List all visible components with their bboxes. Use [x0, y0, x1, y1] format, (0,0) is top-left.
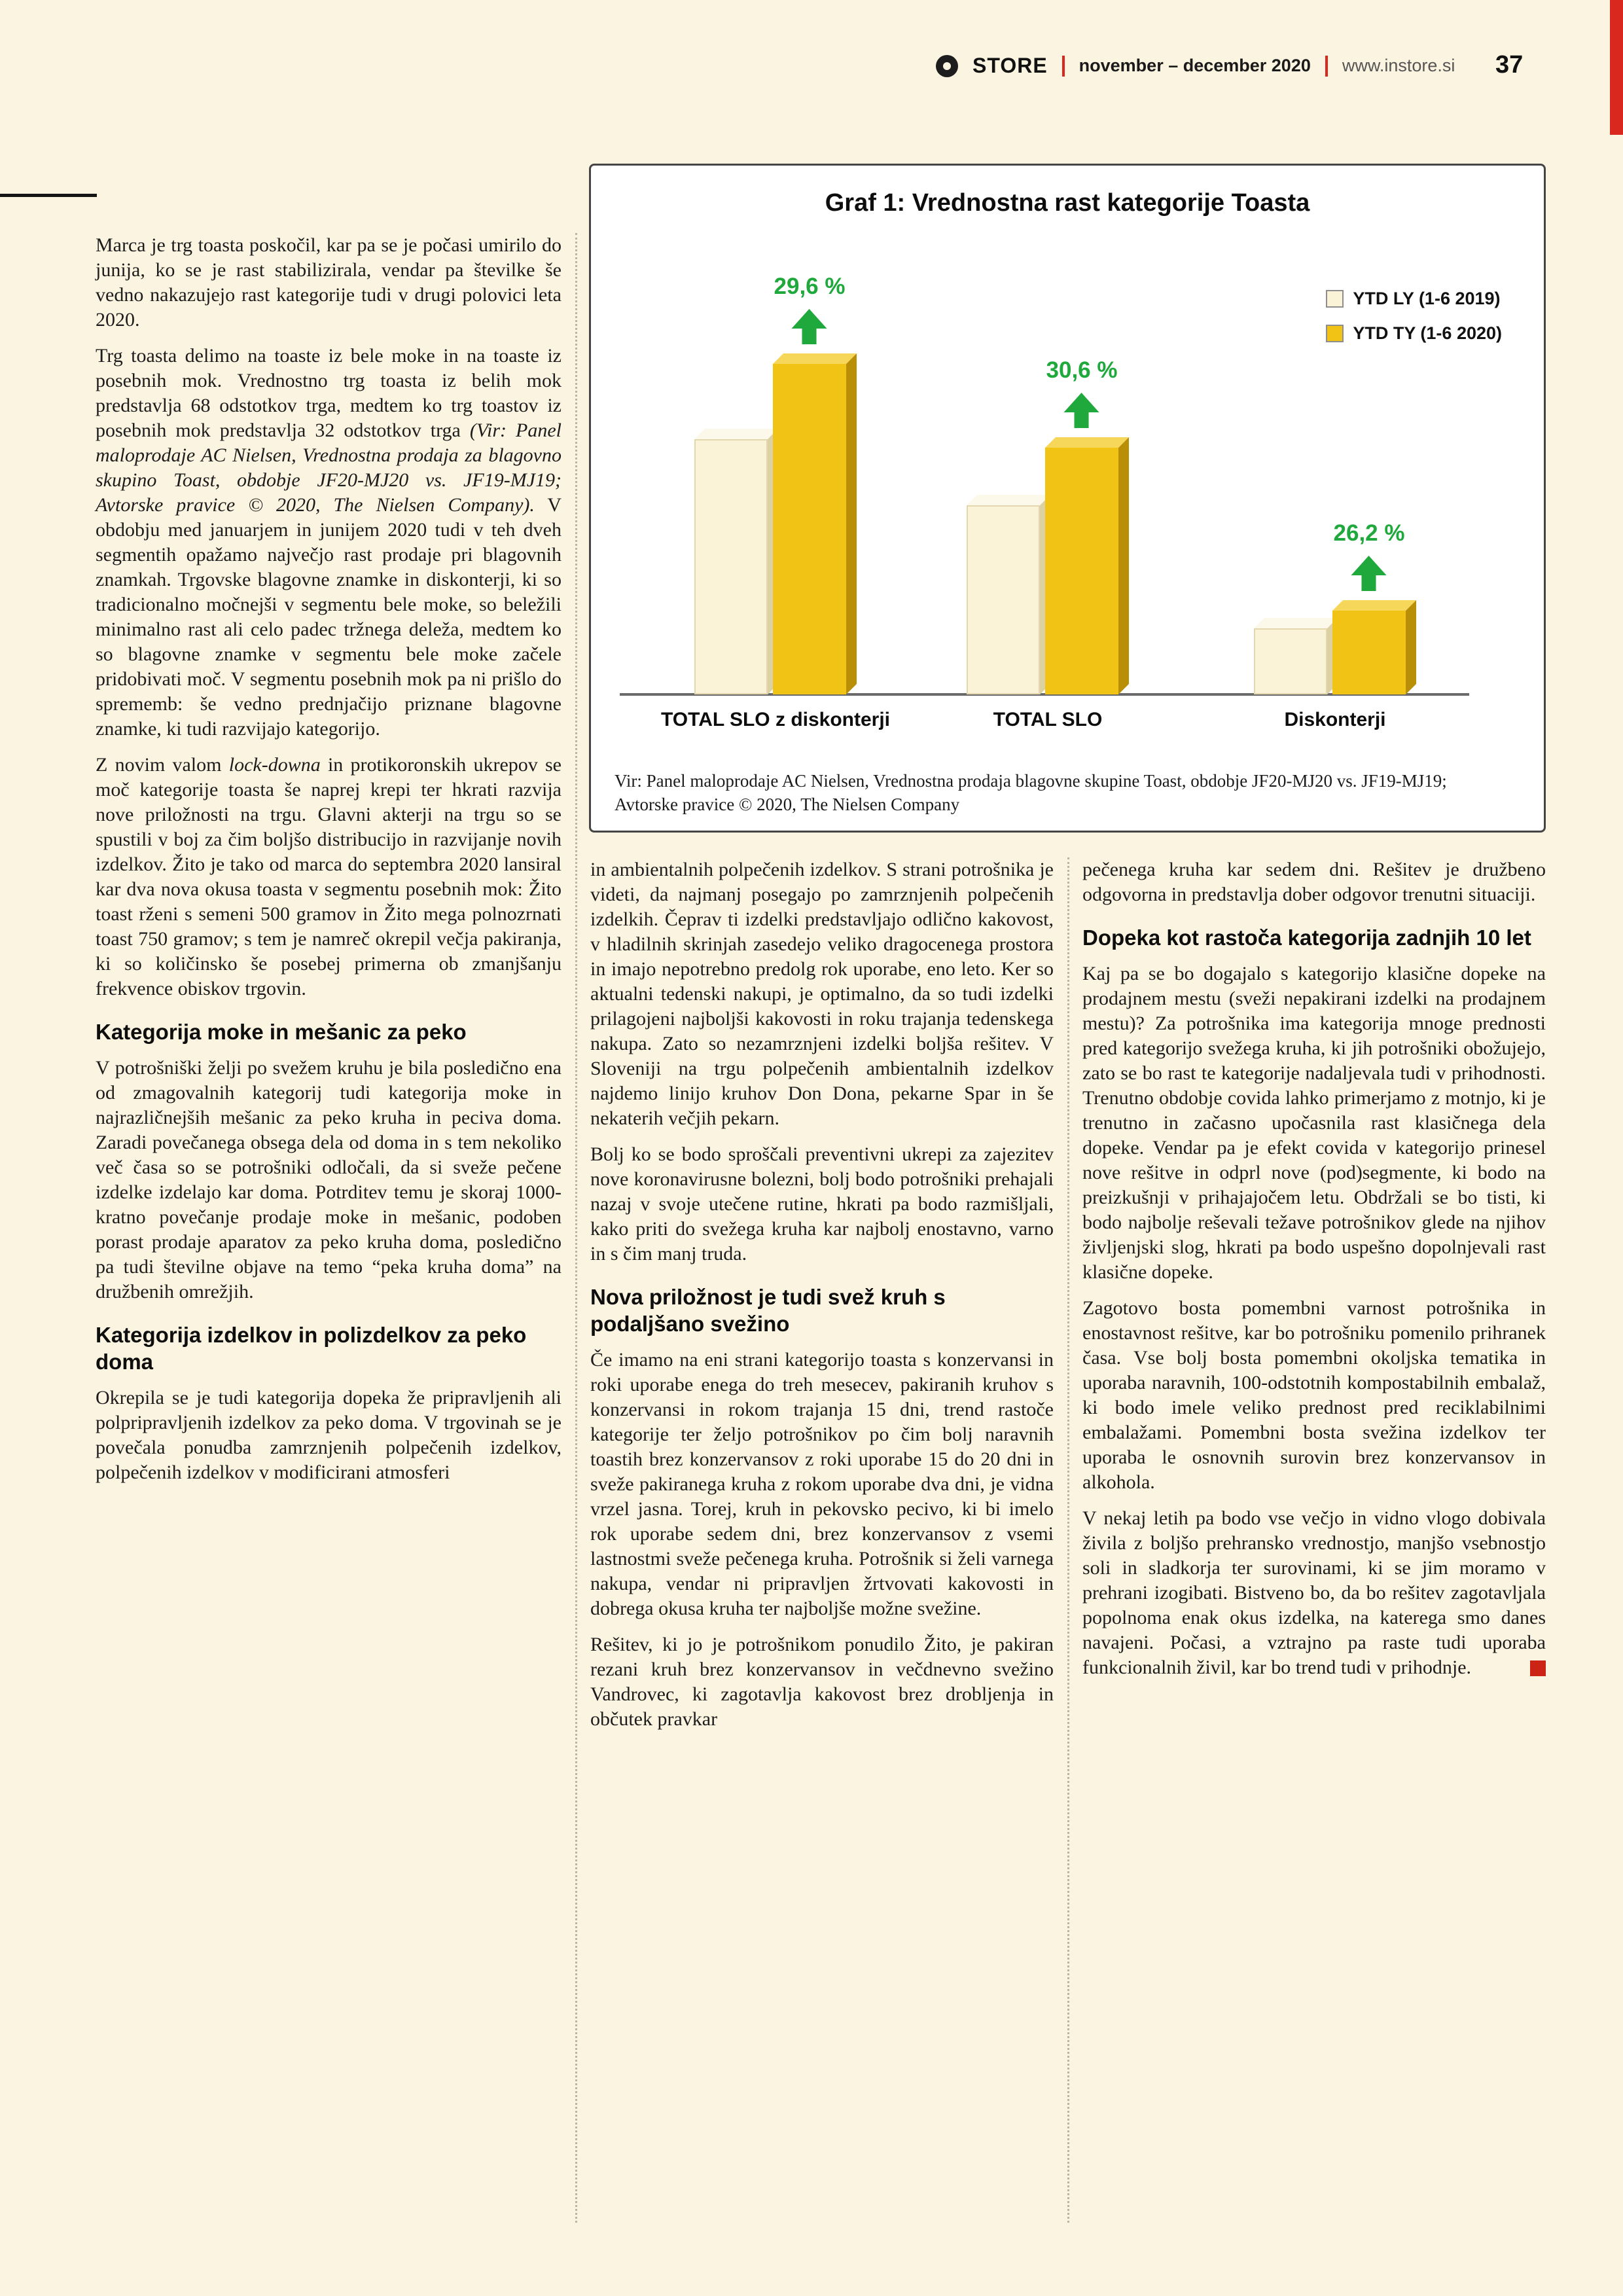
growth-up-arrow	[1064, 393, 1099, 412]
bar-group	[967, 166, 1129, 694]
paragraph: Okrepila se je tudi kategorija dopeka že pripravljenih ali polpripravljenih izdelkov za peko doma. V trgovinah se je povečala ponudba zamrznjenih polpečenih izdelkov, polpečenih izdelkov v modificirani atmosferi	[96, 1387, 562, 1483]
paragraph: Kaj pa se bo dogajalo s kategorijo klasične dopeke na prodajnem mestu (sveži nepakirani izdelki na prodajnem mestu)? Za potrošnika ima kategorija mnoge prednosti pred kategorijo svežega kruha, ki jih potrošniki obožujejo, zato se bo rast te kategorije nadaljevala tudi v prihodnosti. Trenutno obdobje covida lahko primerjamo z motnjo, ki je trenutno in začasno upočasnila rast klasičnega dela dopeke. Vendar pa je efekt covida v kategorijo prinesel nove rešitve in odprl nove (pod)segmente, ki bodo na preizkušnji v prihajajočem letu. Obdržali se bo tisti, ki bodo najbolje reševali težave potrošnikov glede na njihov življenjski slog, hkrati pa bodo uspešno dopolnjevali rast klasične dopeke.	[1082, 963, 1546, 1283]
paragraph: Rešitev, ki jo je potrošnikom ponudilo Žito, je pakiran rezani kruh brez konzervansov in večdnevno svežino Vandrovec, ki zagotavlja kakovost brez drobljenja in občutek pravkar	[590, 1634, 1054, 1730]
article-end-marker	[1530, 1660, 1546, 1676]
bar-ytd-ly	[694, 439, 768, 694]
instore-logo-icon	[936, 55, 958, 77]
bar-ytd-ly	[1254, 628, 1327, 694]
bar-group	[1254, 166, 1416, 694]
bar-ytd-ly	[967, 505, 1040, 694]
bar-ytd-ty	[1045, 448, 1118, 694]
header-separator	[1062, 56, 1065, 77]
category-label: Diskonterji	[1284, 709, 1386, 730]
paragraph: Zagotovo bosta pomembni varnost potrošnika in enostavnost rešitve, kar bo potrošniku pomenilo prihranek časa. Vse bolj bosta pomembni okoljska tematika in uporaba naravnih, 100-odstotnih kompostabilnih embalaž, ki bodo imele veliko prednost pred reciklabilnimi embalažami. Pomembni bosta svežina izdelkov ter uporaba le osnovnih surovin brez konzervansov in alkohola.	[1082, 1297, 1546, 1493]
growth-percent-label: 30,6 %	[1046, 357, 1118, 383]
subheading: Kategorija izdelkov in polizdelkov za peko doma	[96, 1323, 527, 1374]
subheading: Kategorija moke in mešanic za peko	[96, 1020, 467, 1044]
text-segment: Z novim valom	[96, 754, 229, 776]
legend-label-ty: YTD TY (1-6 2020)	[1353, 323, 1502, 343]
chart-title: Graf 1: Vrednostna rast kategorije Toasta	[825, 189, 1310, 217]
legend-label-ly: YTD LY (1-6 2019)	[1353, 289, 1501, 308]
category-label: TOTAL SLO z diskonterji	[660, 709, 891, 730]
growth-up-arrow	[792, 309, 827, 329]
article-column-1	[96, 233, 562, 1496]
paragraph	[96, 344, 562, 742]
paragraph: Marca je trg toasta poskočil, kar pa se je počasi umirilo do junija, ko se je rast stabilizirala, vendar pa številke še vedno nakazujejo rast kategorije tudi v drugi polovici leta 2020.	[96, 234, 562, 331]
bar-group	[694, 166, 857, 694]
website-link[interactable]: www.instore.si	[1342, 56, 1455, 75]
growth-annotation	[774, 274, 846, 344]
bar-ytd-ty	[1332, 611, 1406, 694]
growth-up-arrow	[1351, 556, 1387, 575]
column-divider	[575, 233, 577, 2223]
growth-annotation	[1334, 520, 1405, 591]
page-number: 37	[1495, 51, 1524, 79]
page-header	[936, 54, 1455, 78]
top-left-rule	[0, 194, 97, 197]
citation-segment: (Vir: Panel maloprodaje AC Nielsen, Vrednostna prodaja za blagovno skupino Toast, obdobje JF20-MJ20 vs. JF19-MJ19; Avtorske pravice © 2020, The Nielsen Company).	[96, 420, 562, 516]
text-segment: Trg toasta delimo na toaste iz bele moke in na toaste iz posebnih mok. Vrednostno trg toasta iz belih mok predstavlja 68 odstotkov trga, medtem ko trg toastov iz posebnih mok predstavlja 32 odstotkov trga	[96, 345, 562, 441]
paragraph: V potrošniški želji po svežem kruhu je bila posledično ena od zmagovalnih kategorij tudi kategorija moke in najrazličnejših mešanic za peko kruha in peciva doma. Zaradi povečanega obsega dela od doma in s tem nekoliko več časa so se potrošniki odločali, da si sveže pečene izdelke izdelajo kar doma. Potrditev temu je skoraj 1000-kratno povečanje prodaje moke in mešanic, podoben porast prodaje aparatov za peko kruha doma, posledično pa tudi številne objave na temo “peka kruha doma” na družbenih omrežjih.	[96, 1057, 562, 1302]
bar-ytd-ty	[773, 364, 846, 694]
growth-percent-label: 29,6 %	[774, 274, 846, 299]
article-column-3	[1082, 857, 1546, 1691]
category-label: TOTAL SLO	[993, 709, 1103, 730]
article-column-2	[590, 857, 1054, 1743]
chart-source-line2: Avtorske pravice © 2020, The Nielsen Company	[615, 795, 960, 814]
paragraph: Če imamo na eni strani kategorijo toasta s konzervansi in roki uporabe enega do treh mesecev, pakiranih kruhov s konzervansi in rokom trajanja 15 dni, trend rastoče kategorije ter željo potrošnikov po čim bolj naravnih toastih brez konzervansov z roki uporabe 15 do 20 dni in sveže pakiranega kruha z rokom uporabe dva dni, je vidna vrzel jasna. Torej, kruh in pekovsko pecivo, ki bi imelo rok uporabe sedem dni, brez konzervansov z vsemi lastnostmi sveže pečenega kruha. Potrošnik si želi varnega nakupa, vendar ni pripravljen žrtvovati kakovosti in dobrega okusa kruha ter najboljše možne svežine.	[590, 1349, 1054, 1619]
chart-panel	[589, 164, 1546, 833]
column-divider	[1067, 857, 1069, 2223]
chart-source	[615, 769, 1520, 816]
paragraph: in ambientalnih polpečenih izdelkov. S strani potrošnika je videti, da najmanj posegajo po zamrznjenih polpečenih izdelkih. Čeprav ti izdelki predstavljajo odlično kakovost, v hladilnih skrinjah zasedejo veliko dragocenega prostora in imajo nepotrebno predolg rok uporabe, eno leto. Ker so aktualni tedenski nakupi, je optimalno, da so tudi izdelki prilagojeni najboljši kakovosti in roku trajanja tedenskega nakupa. Zato so nezamrznjeni izdelki boljša rešitev. V Sloveniji na trgu polpečenih ambientalnih izdelkov najdemo linijo kruhov Don Dona, pekarne Spar in še nekaterih večjih pekarn.	[590, 859, 1054, 1129]
growth-annotation	[1046, 357, 1118, 428]
text-segment: in protikoronskih ukrepov se moč kategorije toasta še naprej krepi ter hkrati razvija nove priložnosti na trgu. Glavni akterji na trgu so se spustili v boj za čim boljšo distribucijo in razvijanje novih izdelkov. Žito je tako od marca do septembra 2020 lansiral kar dva nova okusa toasta v segmentu posebnih mok: Žito toast rženi s semeni 500 gramov in Žito mega polnozrnati toast 750 gramov; s tem je namreč okrepil večja pakiranja, ki so količinsko še posebej primerna ob zmanjšanju frekvence obiskov trgovin.	[96, 754, 562, 999]
growth-percent-label: 26,2 %	[1333, 520, 1405, 546]
text-segment: V obdobju med januarjem in junijem 2020 tudi v teh dveh segmentih opažamo največjo rast prodaje pri blagovnih znamkah. Trgovske blagovne znamke in diskonterji, ki so tradicionalno močnejši v segmentu bele moke, so beležili minimalno rast ali celo padec tržnega deleža, medtem ko so blagovne znamke v segmentu bele moke začele pridobivati moč. V segmentu posebnih mok pa ni prišlo do sprememb: še vedno prednjačijo priznane blagovne znamke, ki tudi razvijajo kategorijo.	[96, 494, 562, 740]
subheading: Nova priložnost je tudi svež kruh s podaljšano svežino	[590, 1285, 946, 1336]
chart-source-line1: Vir: Panel maloprodaje AC Nielsen, Vrednostna prodaja blagovne skupine Toast, obdobje JF20-MJ20 vs. JF19-MJ19;	[615, 771, 1447, 791]
paragraph	[96, 753, 562, 1001]
issue-date: november – december 2020	[1079, 56, 1311, 75]
paragraph: pečenega kruha kar sedem dni. Rešitev je družbeno odgovorna in predstavlja dober odgovor trenutni situaciji.	[1082, 859, 1546, 905]
text-segment: lock-downa	[228, 754, 321, 776]
bar-chart-plot	[591, 166, 1544, 730]
header-separator	[1325, 56, 1328, 77]
paragraph	[1082, 1506, 1546, 1680]
brand-name: STORE	[972, 54, 1048, 77]
paragraph: Bolj ko se bodo sproščali preventivni ukrepi za zajezitev nove koronavirusne bolezni, bolj bodo potrošniki prehajali nazaj v svoje utečene rutine, hkrati pa bodo razmišljali, kako priti do svežega kruha kar najbolj enostavno, varno in s čim manj truda.	[590, 1143, 1054, 1265]
text-segment: V nekaj letih pa bodo vse večjo in vidno vlogo dobivala živila z boljšo prehransko vrednostjo, manjšo vsebnostjo soli in sladkorja ter surovinami, ki se jim moramo v prehrani izogibati. Bistveno bo, da bo rešitev zagotavljala popolnoma enak okus izdelka, na katerega smo danes navajeni. Počasi, a vztrajno pa raste tudi uporaba funkcionalnih živil, kar bo trend tudi v prihodnje.	[1082, 1507, 1546, 1678]
page-edge-marker	[1610, 0, 1623, 135]
subheading: Dopeka kot rastoča kategorija zadnjih 10 let	[1082, 925, 1531, 950]
